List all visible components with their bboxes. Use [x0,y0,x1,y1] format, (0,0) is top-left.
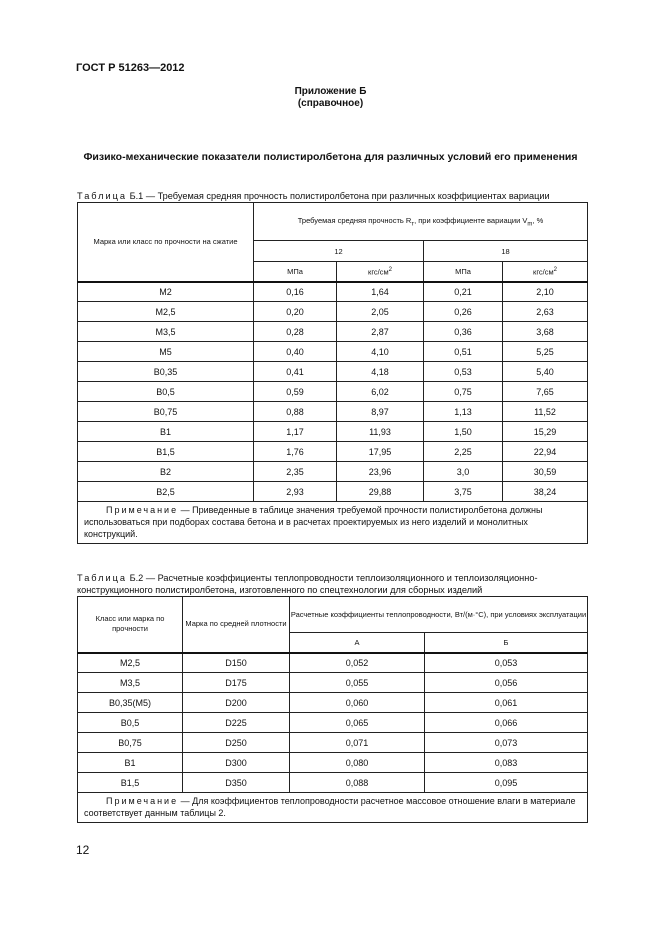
table-row [78,442,588,462]
table1-value-cell: 5,25 [503,342,588,362]
table1-value-cell: 0,16 [254,282,337,302]
table1-value-cell: 1,76 [254,442,337,462]
table1-value-cell: 7,65 [503,382,588,402]
table1-value-cell: 0,75 [424,382,503,402]
table1-value-cell: 2,05 [337,302,424,322]
table-row [78,402,588,422]
table1-value-cell: 23,96 [337,462,424,482]
table1-grade-cell: М2 [78,282,254,302]
table-row [78,462,588,482]
table-row [78,382,588,402]
table1-value-cell: 0,28 [254,322,337,342]
appendix-subtitle: (справочное) [297,98,364,109]
table-row [78,733,588,753]
table1-body [78,203,588,544]
table2-note-text: — Для коэффициентов теплопроводности расчетное массовое отношение влаги в материале соответствует данным таблицы 2. [84,796,576,818]
table2-value-cell: 0,055 [290,673,425,693]
table1-grade-cell: М5 [78,342,254,362]
table1-note-label: Примечание [106,505,179,515]
table1-value-cell: 2,87 [337,322,424,342]
table1-grade-cell: М3,5 [78,322,254,342]
table1-value-cell: 22,94 [503,442,588,462]
table1-value-cell: 3,68 [503,322,588,342]
appendix-title: Приложение Б [294,86,367,97]
table1-value-cell: 2,35 [254,462,337,482]
table2-density-cell: D350 [183,773,290,793]
table1-value-cell: 2,93 [254,482,337,502]
page-number: 12 [76,843,90,857]
table2-density-cell: D250 [183,733,290,753]
table-row [78,673,588,693]
table2-value-cell: 0,053 [425,653,588,673]
table2-density-cell: D175 [183,673,290,693]
table2-value-cell: 0,080 [290,753,425,773]
table-row [78,302,588,322]
table1-value-cell: 0,51 [424,342,503,362]
table1-value-cell: 0,36 [424,322,503,342]
table2 [77,596,588,823]
table2-note [78,793,588,823]
table1-value-cell: 1,17 [254,422,337,442]
table1-value-cell: 0,21 [424,282,503,302]
table2-caption-text: Б.2 — Расчетные коэффициенты теплопроводности теплоизоляционного и теплоизоляционно-конструкционного полистиролбетона, изготовленного по спецтехнологии для сборных изделий [77,573,538,595]
table2-class-cell: В1,5 [78,773,183,793]
table1-value-cell: 17,95 [337,442,424,462]
table-row [78,753,588,773]
standard-header: ГОСТ Р 51263—2012 [76,62,185,74]
table-row [78,773,588,793]
table1-unit-mpa-18: МПа [424,262,503,282]
table1-grade-cell: В2 [78,462,254,482]
table1-value-cell: 0,40 [254,342,337,362]
table2-value-cell: 0,095 [425,773,588,793]
table2-class-cell: В0,5 [78,713,183,733]
table-row [78,282,588,302]
table1-caption [77,190,589,202]
table1-value-cell: 3,75 [424,482,503,502]
table1-head-v12: 12 [254,241,424,262]
table1-value-cell: 4,18 [337,362,424,382]
table1-grade-cell: В1,5 [78,442,254,462]
table1-value-cell: 29,88 [337,482,424,502]
table2-class-cell: М2,5 [78,653,183,673]
table2-head-conductivity: Расчетные коэффициенты теплопроводности, Вт/(м·°С), при условиях эксплуатации [290,597,588,633]
table2-class-cell: М3,5 [78,673,183,693]
table1-value-cell: 8,97 [337,402,424,422]
table1-value-cell: 11,93 [337,422,424,442]
table1-value-cell: 6,02 [337,382,424,402]
table1-value-cell: 2,63 [503,302,588,322]
table2-class-cell: В0,75 [78,733,183,753]
table2-value-cell: 0,066 [425,713,588,733]
table1-grade-cell: В0,5 [78,382,254,402]
table1-caption-prefix: Таблица [77,191,128,201]
table1-unit-mpa-12: МПа [254,262,337,282]
table2-note-row [78,793,588,823]
table2-density-cell: D150 [183,653,290,673]
table-row [78,362,588,382]
table2-class-cell: В0,35(М5) [78,693,183,713]
table2-head-density: Марка по средней плотности [183,597,290,653]
table1-value-cell: 3,0 [424,462,503,482]
table1-value-cell: 2,10 [503,282,588,302]
table-row [78,693,588,713]
table2-note-label: Примечание [106,796,179,806]
table2-density-cell: D225 [183,713,290,733]
table1-value-cell: 4,10 [337,342,424,362]
table-row [78,342,588,362]
table2-value-cell: 0,083 [425,753,588,773]
table2-caption-prefix: Таблица [77,573,128,583]
table-row [78,482,588,502]
table1-value-cell: 0,26 [424,302,503,322]
table1-value-cell: 2,25 [424,442,503,462]
table1-value-cell: 0,53 [424,362,503,382]
table2-value-cell: 0,073 [425,733,588,753]
table2-value-cell: 0,056 [425,673,588,693]
table2-caption [77,572,589,596]
section-title: Физико-механические показатели полистиролбетона для различных условий его применения [83,151,578,163]
table-row [78,713,588,733]
table1-grade-cell: М2,5 [78,302,254,322]
table1-value-cell: 1,13 [424,402,503,422]
table1-grade-cell: В0,75 [78,402,254,422]
table2-head-a: А [290,633,425,653]
table1-value-cell: 0,41 [254,362,337,382]
table2-head-b: Б [425,633,588,653]
table-row [78,322,588,342]
table1-value-cell: 11,52 [503,402,588,422]
table1-note-row [78,502,588,544]
table1-value-cell: 15,29 [503,422,588,442]
table1-head-v18: 18 [424,241,588,262]
table1-unit-kgs-18: кгс/$см^2$ [503,262,588,282]
table2-value-cell: 0,065 [290,713,425,733]
table2-value-cell: 0,071 [290,733,425,753]
table1-head-grade: Марка или класс по прочности на сжатие [78,203,254,282]
appendix-heading [0,86,661,110]
table1-unit-kgs-12: кгс/$см^2$ [337,262,424,282]
table1-value-cell: 0,20 [254,302,337,322]
table2-class-cell: В1 [78,753,183,773]
table2-density-cell: D300 [183,753,290,773]
table-row [78,653,588,673]
table-row [78,422,588,442]
table2-body [78,597,588,823]
table1-caption-text: Б.1 — Требуемая средняя прочность полистиролбетона при различных коэффициентах вариации [129,191,550,201]
table1-value-cell: 5,40 [503,362,588,382]
table2-value-cell: 0,061 [425,693,588,713]
table2-value-cell: 0,060 [290,693,425,713]
table2-value-cell: 0,088 [290,773,425,793]
table1-note [78,502,588,544]
table2-density-cell: D200 [183,693,290,713]
table1-value-cell: 1,64 [337,282,424,302]
table1-grade-cell: В2,5 [78,482,254,502]
table1-value-cell: 30,59 [503,462,588,482]
table1-value-cell: 1,50 [424,422,503,442]
table1-head-strength: Требуемая средняя прочность $R_т$, при коэффициенте вариации $V_m$, % [254,203,588,241]
table1-value-cell: 0,59 [254,382,337,402]
table2-head-class: Класс или марка по прочности [78,597,183,653]
table1-grade-cell: В0,35 [78,362,254,382]
table2-value-cell: 0,052 [290,653,425,673]
table1 [77,202,588,544]
table1-note-text: — Приведенные в таблице значения требуемой прочности полистиролбетона должны использоваться при подборах состава бетона и в расчетах проектируемых из него изделий и монолитных конструкций. [84,505,543,539]
table1-grade-cell: В1 [78,422,254,442]
table1-value-cell: 38,24 [503,482,588,502]
table1-value-cell: 0,88 [254,402,337,422]
